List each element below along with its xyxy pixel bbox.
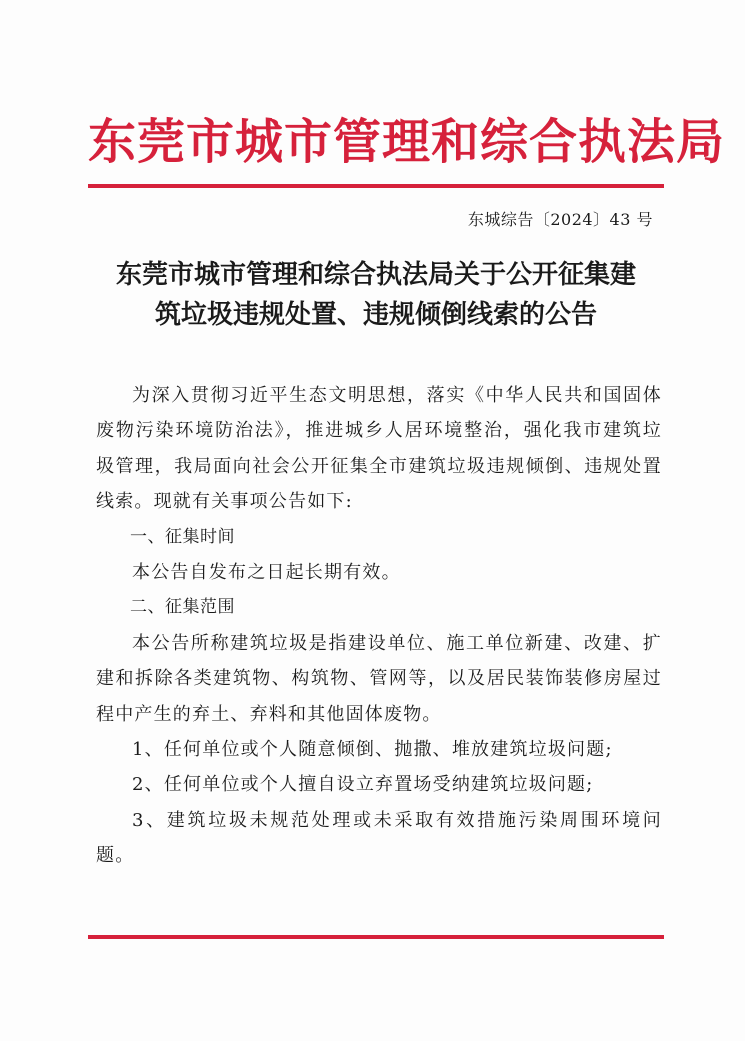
collection-time-paragraph: 本公告自发布之日起长期有效。 xyxy=(132,562,401,584)
collection-scope-paragraph: 本公告所称建筑垃圾是指建设单位、施工单位新建、改建、扩建和拆除各类建筑物、构筑物、管网等，以及居民装饰装修房屋过程中产生的弃土、弃料和其他固体废物。 xyxy=(96,632,662,725)
scope-item-1: 1、任何单位或个人随意倾倒、抛撒、堆放建筑垃圾问题; xyxy=(132,739,613,761)
document-number: 东城综告〔2024〕43 号 xyxy=(467,210,653,229)
header-red-rule xyxy=(88,184,664,188)
intro-paragraph: 为深入贯彻习近平生态文明思想，落实《中华人民共和国固体废物污染环境防治法》，推进城乡人居环境整治，强化我市建筑垃圾管理，我局面向社会公开征集全市建筑垃圾违规倾倒、违规处置线索。现就有关事项公告如下: xyxy=(96,385,662,513)
org-header-title: 东莞市城市管理和综合执法局 xyxy=(88,114,726,170)
document-title-line-2: 筑垃圾违规处置、违规倾倒线索的公告 xyxy=(154,300,597,330)
document-body xyxy=(96,378,662,874)
document-title-line-1: 东莞市城市管理和综合执法局关于公开征集建 xyxy=(115,260,636,290)
document-title xyxy=(90,255,662,335)
scope-item-3: 3、建筑垃圾未规范处理或未采取有效措施污染周围环境问题。 xyxy=(96,809,662,867)
section-heading-collection-scope: 二、征集范围 xyxy=(130,597,235,618)
section-heading-collection-time: 一、征集时间 xyxy=(130,526,235,547)
footer-red-rule xyxy=(88,935,664,939)
scope-item-2: 2、任何单位或个人擅自设立弃置场受纳建筑垃圾问题; xyxy=(132,774,594,796)
